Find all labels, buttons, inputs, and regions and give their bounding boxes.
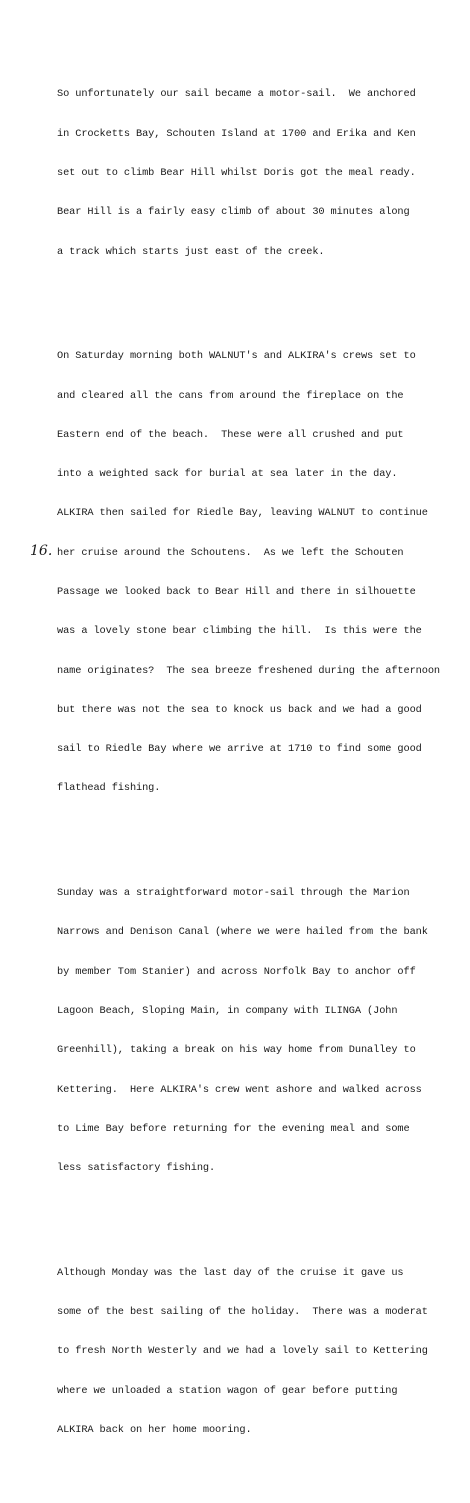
text-line: was a lovely stone bear climbing the hill. Is this were the bbox=[57, 625, 422, 638]
paragraph-4 bbox=[57, 1241, 467, 1464]
text-line: flathead fishing. bbox=[57, 782, 161, 795]
text-line: into a weighted sack for burial at sea later in the day. bbox=[57, 468, 398, 481]
paragraph-1 bbox=[57, 62, 467, 285]
text-line: So unfortunately our sail became a motor-sail. We anchored bbox=[57, 88, 416, 101]
text-line: Kettering. Here ALKIRA's crew went ashore and walked across bbox=[57, 1083, 422, 1096]
text-line: but there was not the sea to knock us back and we had a good bbox=[57, 703, 422, 716]
text-line: some of the best sailing of the holiday. There was a moderat bbox=[57, 1306, 428, 1319]
page-number: 16. bbox=[30, 543, 53, 559]
text-line: Narrows and Denison Canal (where we were hailed from the bank bbox=[57, 926, 428, 939]
text-line: her cruise around the Schoutens. As we left the Schouten bbox=[57, 546, 404, 559]
text-line: set out to climb Bear Hill whilst Doris got the meal ready. bbox=[57, 166, 416, 179]
text-line: Passage we looked back to Bear Hill and there in silhouette bbox=[57, 585, 416, 598]
text-line: a track which starts just east of the creek. bbox=[57, 245, 325, 258]
text-line: where we unloaded a station wagon of gear before putting bbox=[57, 1384, 398, 1397]
text-line: to Lime Bay before returning for the evening meal and some bbox=[57, 1122, 410, 1135]
text-line: Bear Hill is a fairly easy climb of about 30 minutes along bbox=[57, 206, 410, 219]
text-line: Although Monday was the last day of the cruise it gave us bbox=[57, 1266, 404, 1279]
paragraph-2 bbox=[57, 324, 467, 822]
text-line: ALKIRA back on her home mooring. bbox=[57, 1423, 252, 1436]
text-line: Eastern end of the beach. These were all crushed and put bbox=[57, 428, 404, 441]
text-line: by member Tom Stanier) and across Norfolk Bay to anchor off bbox=[57, 965, 416, 978]
text-line: less satisfactory fishing. bbox=[57, 1162, 216, 1175]
paragraph-3 bbox=[57, 861, 467, 1201]
text-line: sail to Riedle Bay where we arrive at 1710 to find some good bbox=[57, 743, 422, 756]
text-line: in Crocketts Bay, Schouten Island at 1700 and Erika and Ken bbox=[57, 127, 416, 140]
text-line: name originates? The sea breeze freshened during the afternoon bbox=[57, 664, 440, 677]
text-line: Greenhill), taking a break on his way home from Dunalley to bbox=[57, 1044, 416, 1057]
text-line: and cleared all the cans from around the fireplace on the bbox=[57, 389, 404, 402]
text-line: Sunday was a straightforward motor-sail through the Marion bbox=[57, 887, 410, 900]
text-line: to fresh North Westerly and we had a lovely sail to Kettering bbox=[57, 1345, 428, 1358]
text-line: On Saturday morning both WALNUT's and ALKIRA's crews set to bbox=[57, 350, 416, 363]
text-line: ALKIRA then sailed for Riedle Bay, leaving WALNUT to continue bbox=[57, 507, 428, 520]
document-body bbox=[57, 36, 467, 1503]
text-line: Lagoon Beach, Sloping Main, in company with ILINGA (John bbox=[57, 1004, 398, 1017]
